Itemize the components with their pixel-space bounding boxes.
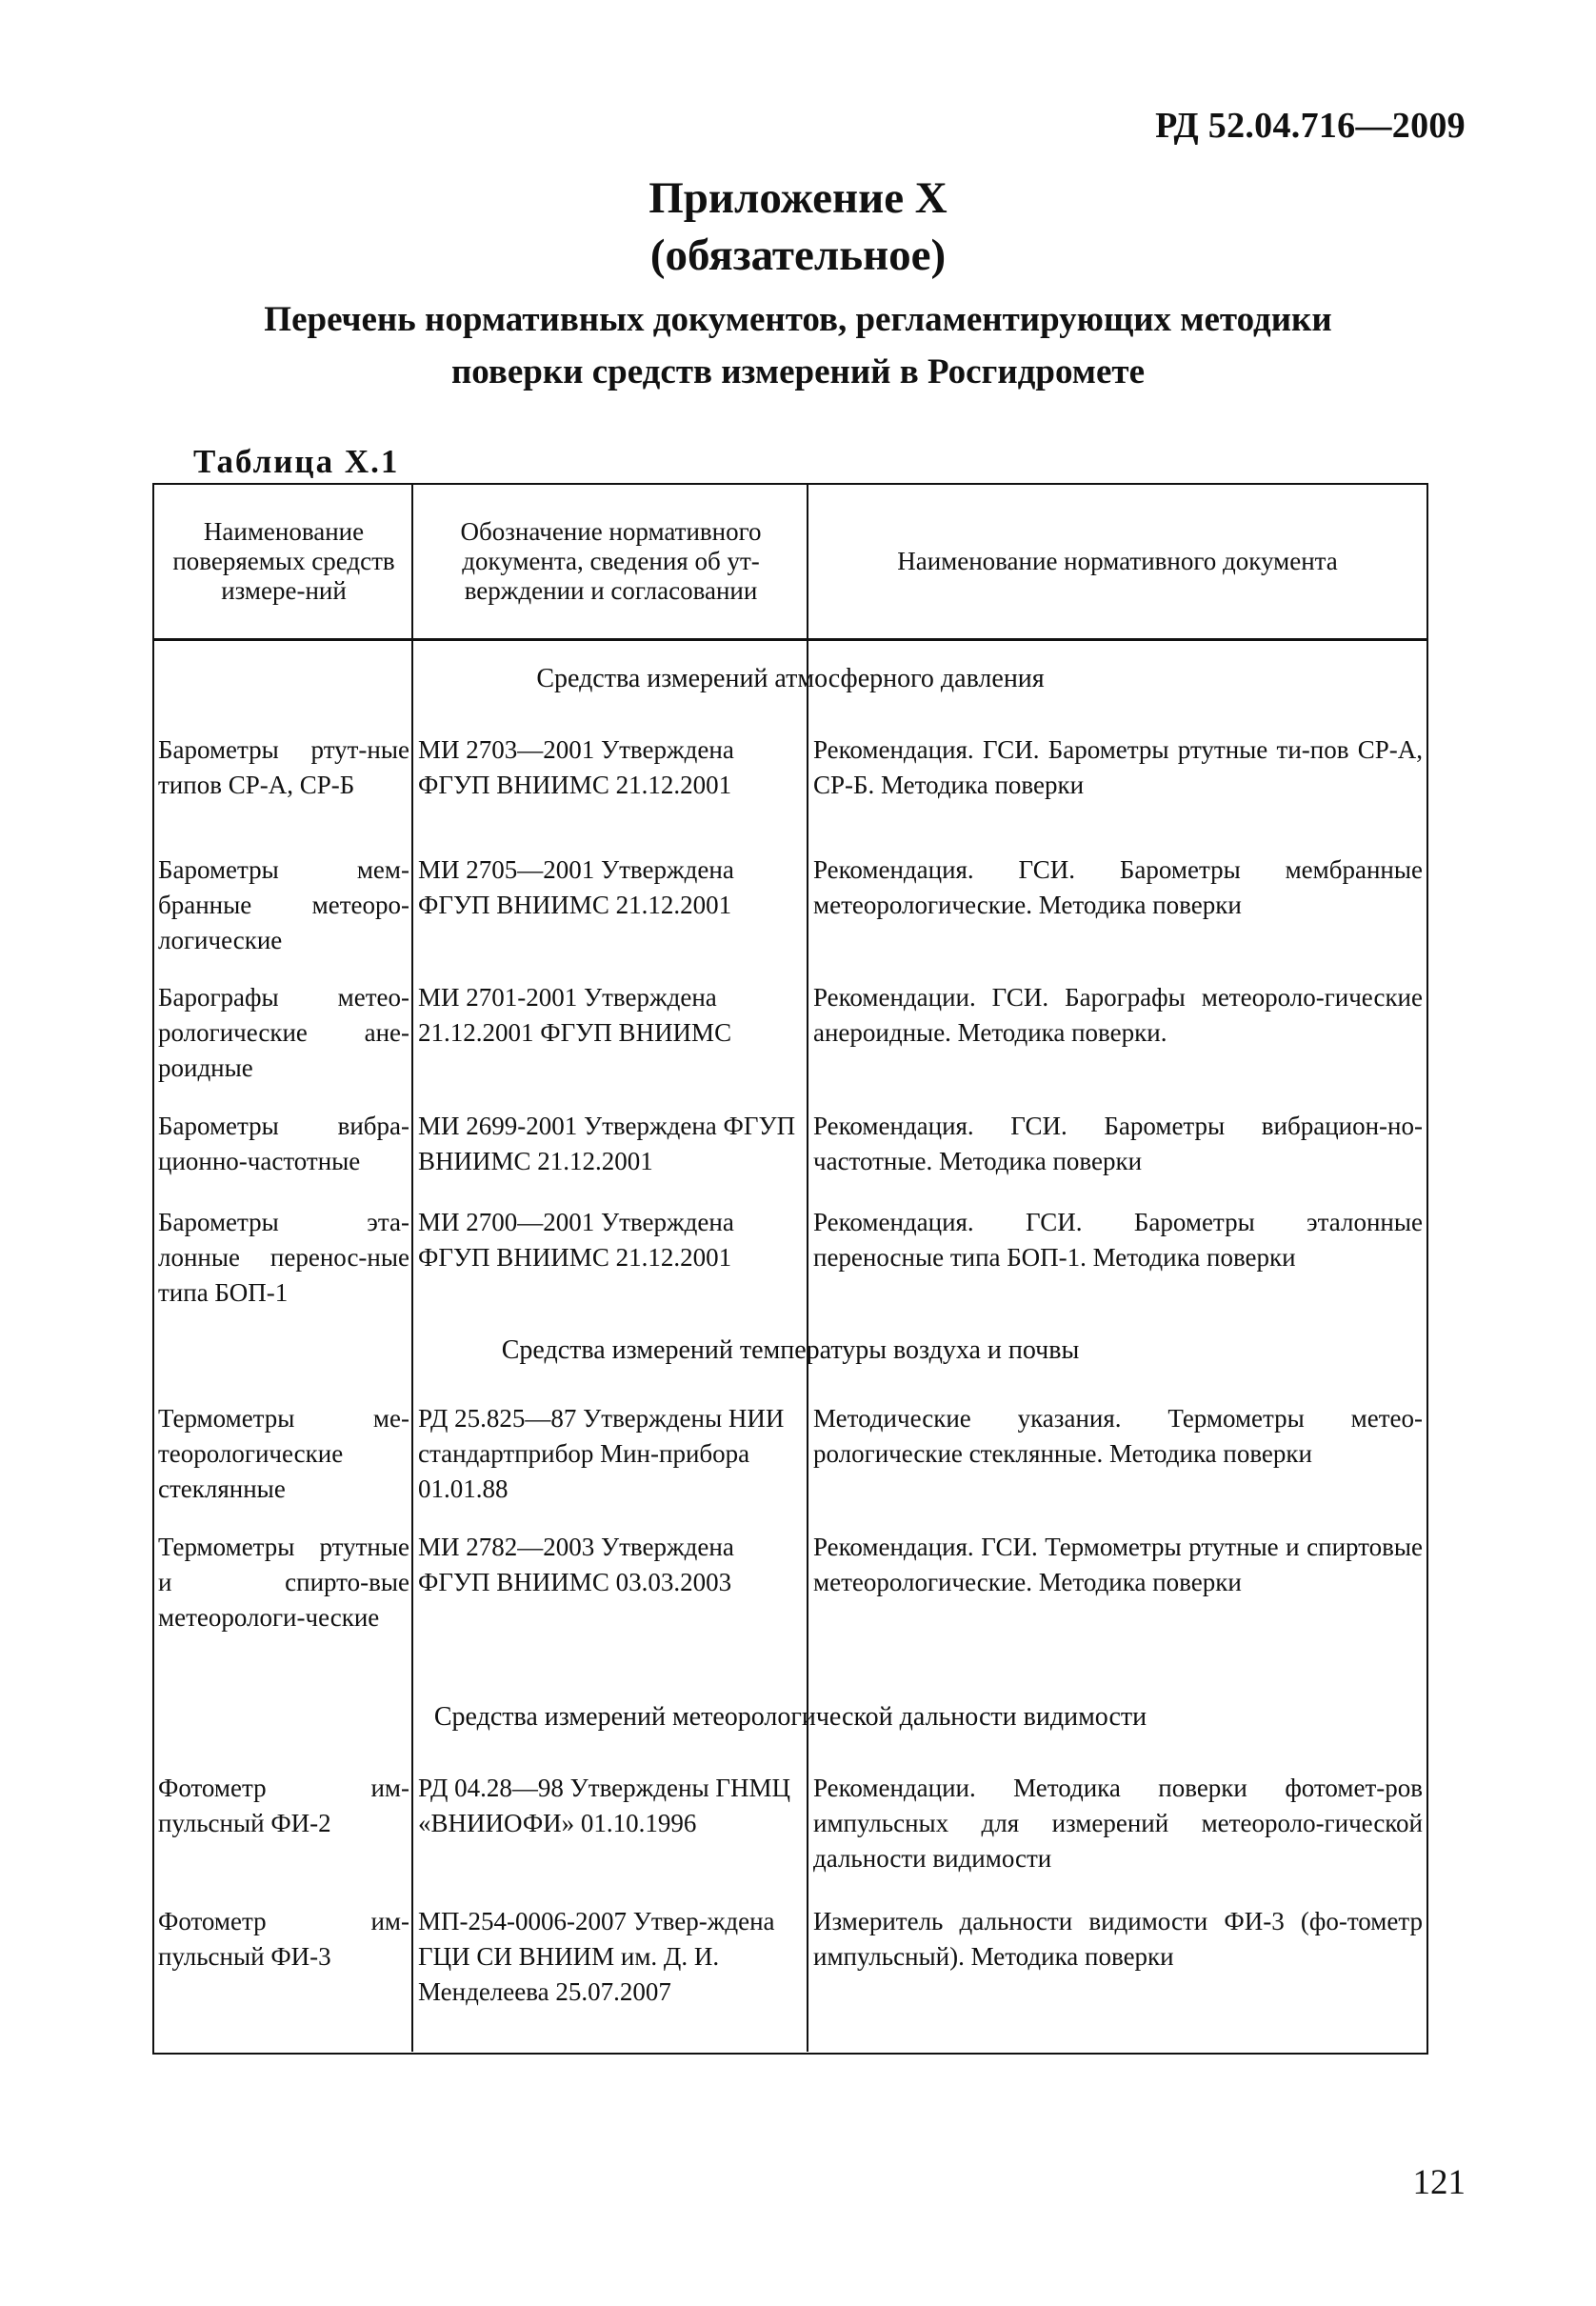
appendix-title-line: Приложение Х [648,173,948,223]
designation-cell: МП-254-0006-2007 Утвер-ждена ГЦИ СИ ВНИИМ им. Д. И. Менделеева 25.07.2007 [418,1907,775,2006]
document-cell: Рекомендация. ГСИ. Барометры вибрацион-но-частотные. Методика поверки [813,1112,1423,1175]
table-caption: Таблица Х.1 [193,443,400,480]
designation-cell: МИ 2703—2001 Утверждена ФГУП ВНИИМС 21.12.2001 [418,735,734,799]
instrument-cell: Фотометр им-пульсный ФИ-3 [158,1907,409,1971]
subject-line-2: поверки средств измерений в Росгидромете [450,352,1145,391]
instrument-cell: Термометры ртутные и спирто-вые метеорологи-ческие [158,1533,409,1632]
instrument-cell: Термометры ме-теорологические стеклянные [158,1404,409,1503]
document-cell: Рекомендация. ГСИ. Барометры мембранные метеорологические. Методика поверки [813,855,1423,919]
document-cell: Рекомендация. ГСИ. Термометры ртутные и спиртовые метеорологические. Методика поверки [813,1533,1423,1596]
subject-line-1: Перечень нормативных документов, регламентирующих методики [264,300,1332,339]
designation-cell: МИ 2782—2003 Утверждена ФГУП ВНИИМС 03.03.2003 [418,1533,734,1596]
designation-cell: МИ 2705—2001 Утверждена ФГУП ВНИИМС 21.12.2001 [418,855,734,919]
designation-cell: РД 25.825—87 Утверждены НИИ стандартприбор Мин-прибора 01.01.88 [418,1404,785,1503]
page-number: 121 [1412,2163,1466,2202]
designation-cell: МИ 2700—2001 Утверждена ФГУП ВНИИМС 21.12.2001 [418,1208,734,1272]
column-header-document: Наименование нормативного документа [897,547,1338,575]
document-cell: Рекомендация. ГСИ. Барометры эталонные переносные типа БОП-1. Методика поверки [813,1208,1423,1272]
instrument-cell: Барометры мем-бранные метеоро-логические [158,855,409,954]
standards-table [152,483,1428,2055]
document-cell: Измеритель дальности видимости ФИ-3 (фо-тометр импульсный). Методика поверки [813,1907,1423,1971]
instrument-cell: Барометры ртут-ные типов СР-А, СР-Б [158,735,409,799]
column-divider [411,485,413,2052]
section-title: Средства измерений метеорологической дальности видимости [433,1702,1147,1732]
designation-cell: МИ 2701-2001 Утверждена 21.12.2001 ФГУП ВНИИМС [418,983,732,1047]
document-cell: Рекомендации. ГСИ. Барографы метеороло-гические анероидные. Методика поверки. [813,983,1423,1047]
table-header [154,485,1426,641]
appendix-title [0,170,1596,284]
instrument-cell: Фотометр им-пульсный ФИ-2 [158,1774,409,1837]
designation-cell: МИ 2699-2001 Утверждена ФГУП ВНИИМС 21.12.2001 [418,1112,796,1175]
document-code: РД 52.04.716—2009 [1155,106,1466,146]
instrument-cell: Барометры вибра-ционно-частотные [158,1112,409,1175]
column-header-designation: Обозначение нормативного документа, сведения об ут-верждении и согласовании [460,517,762,605]
column-divider [807,485,808,2052]
section-title: Средства измерений атмосферного давления [536,664,1045,693]
appendix-subject [0,293,1596,398]
document-cell: Рекомендация. ГСИ. Барометры ртутные ти-пов СР-А, СР-Б. Методика поверки [813,735,1423,799]
document-cell: Методические указания. Термометры метео-рологические стеклянные. Методика поверки [813,1404,1423,1468]
document-cell: Рекомендации. Методика поверки фотомет-ров импульсных для измерений метеороло-гической дальности видимости [813,1774,1423,1873]
designation-cell: РД 04.28—98 Утверждены ГНМЦ «ВНИИОФИ» 01.10.1996 [418,1774,790,1837]
instrument-cell: Барографы метео-рологические ане-роидные [158,983,409,1082]
appendix-status: (обязательное) [649,231,947,280]
section-title: Средства измерений температуры воздуха и почвы [501,1335,1080,1365]
column-header-instrument: Наименование поверяемых средств измере-ний [172,517,395,605]
instrument-cell: Барометры эта-лонные перенос-ные типа БОП-1 [158,1208,409,1307]
